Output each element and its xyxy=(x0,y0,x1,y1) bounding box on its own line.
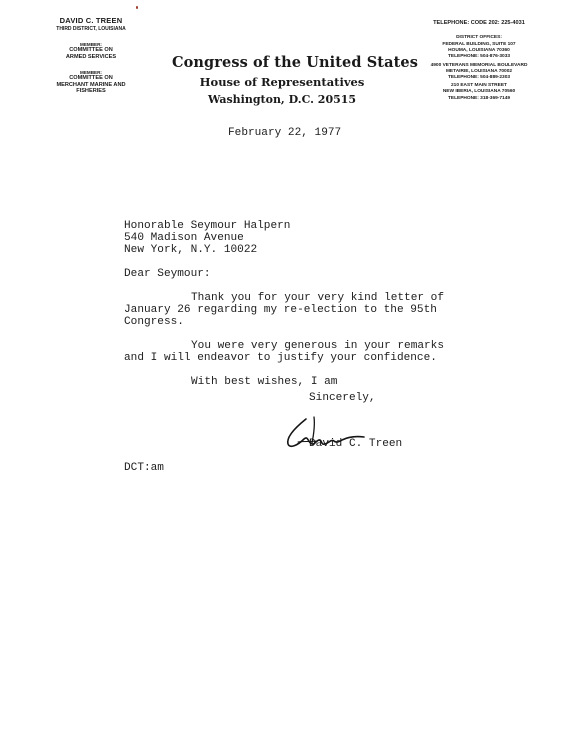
paragraph-line: Congress. xyxy=(124,316,184,328)
district-offices-title: DISTRICT OFFICES: xyxy=(456,35,502,40)
committee-merchant-marine: COMMITTEE ON MERCHANT MARINE AND FISHERIES xyxy=(56,75,126,95)
best-wishes: With best wishes, I am xyxy=(191,376,338,388)
recipient-line: 540 Madison Avenue xyxy=(124,232,244,244)
member-name: DAVID C. TREEN xyxy=(59,16,123,25)
member-district: THIRD DISTRICT, LOUISIANA xyxy=(56,26,126,32)
signer-name: David C. Treen xyxy=(309,438,403,450)
paragraph-line: Thank you for your very kind letter of xyxy=(191,292,444,304)
typist-initials: DCT:am xyxy=(124,462,164,474)
closing: Sincerely, xyxy=(309,392,376,404)
recipient-line: Honorable Seymour Halpern xyxy=(124,220,291,232)
member-label: MEMBER: xyxy=(80,70,102,76)
dc-telephone: TELEPHONE: CODE 202: 225-4031 xyxy=(433,20,525,26)
salutation: Dear Seymour: xyxy=(124,268,211,280)
letterhead-left xyxy=(50,16,132,95)
office-houma: FEDERAL BUILDING, SUITE 107 HOUMA, LOUISIANA 70360 TELEPHONE: 504-876-3033 xyxy=(442,42,516,60)
office-metairie: 4900 VETERANS MEMORIAL BOULEVARD METAIRIE, LOUISIANA 70002 TELEPHONE: 504-889-2303 xyxy=(430,62,528,81)
handwritten-signature xyxy=(284,415,368,455)
letter-date: February 22, 1977 xyxy=(228,127,342,139)
paragraph-line: January 26 regarding my re-election to the 95th xyxy=(124,304,437,316)
letterhead-title xyxy=(172,54,418,106)
member-label: MEMBER: xyxy=(80,42,102,47)
congress-title: Congress of the United States xyxy=(172,54,418,71)
house-title: House of Representatives xyxy=(199,75,365,89)
letterhead-right xyxy=(416,20,542,102)
ink-speck xyxy=(136,6,138,9)
paragraph-line: You were very generous in your remarks xyxy=(191,340,444,352)
office-new-iberia: 210 EAST MAIN STREET NEW IBERIA, LOUISIANA 70560 TELEPHONE: 318-369-7149 xyxy=(442,83,516,101)
committee-armed-services: COMMITTEE ON ARMED SERVICES xyxy=(65,47,117,60)
city-title: Washington, D.C. 20515 xyxy=(207,93,357,106)
paragraph-line: and I will endeavor to justify your confidence. xyxy=(124,352,437,364)
recipient-line: New York, N.Y. 10022 xyxy=(124,244,258,256)
